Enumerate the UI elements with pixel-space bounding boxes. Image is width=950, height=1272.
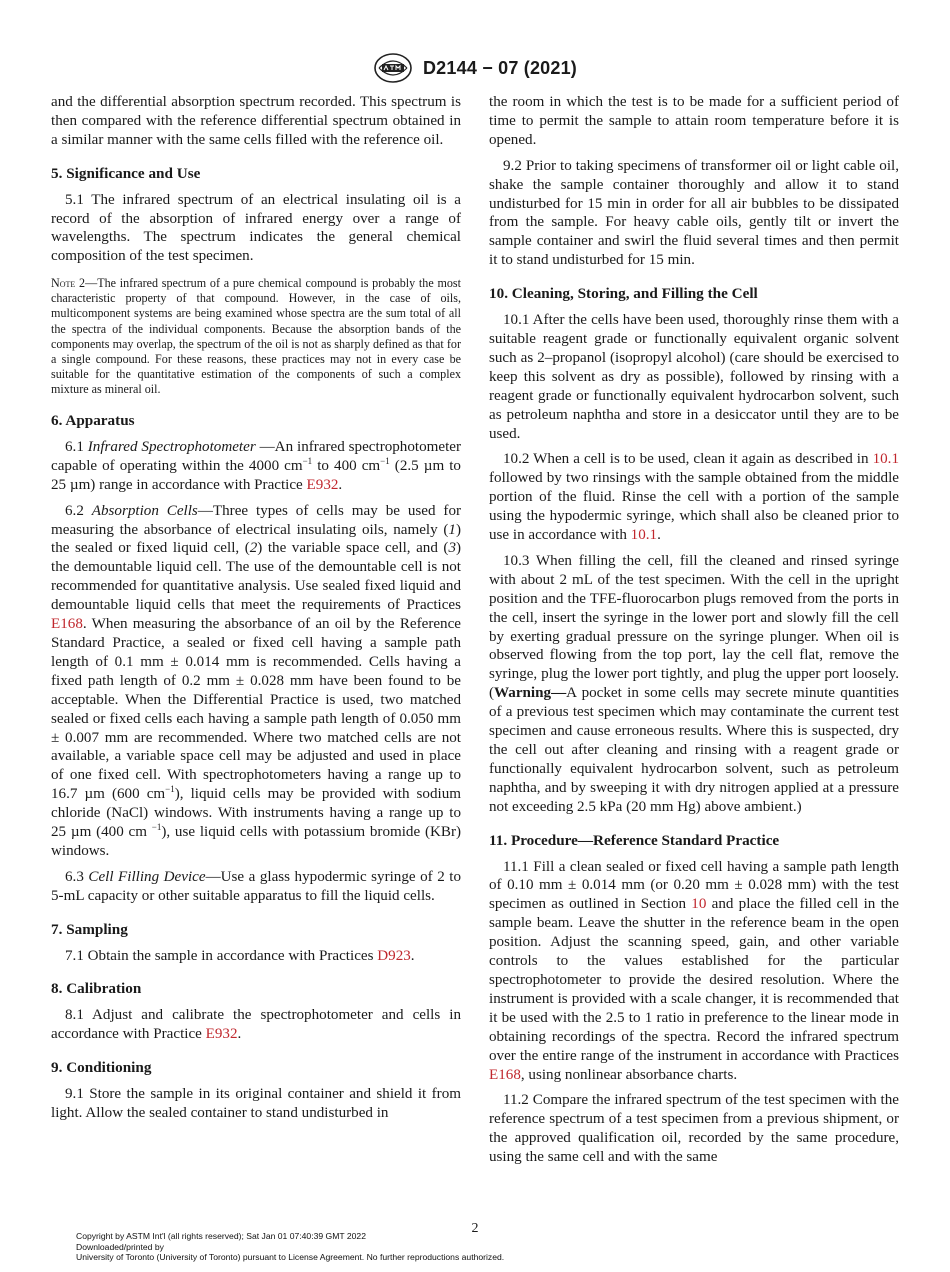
link-e932[interactable]: E932 <box>306 476 339 493</box>
copyright-footer <box>76 1231 504 1263</box>
paragraph-9-1: 9.1 Store the sample in its original container and shield it from light. Allow the sealed container to stand undisturbed in <box>51 1086 461 1121</box>
paragraph-10-1: 10.1 After the cells have been used, thoroughly rinse them with a suitable reagent grade or functionally equivalent organic solvent such as 2–propanol (isopropyl alcohol) (care should be exercised to keep this solvent as dry as possible), followed by rinsing with a reagent grade or functionally equivalent hydrocarbon solvent, such as petroleum naphtha and store in a desiccator until they are to be used. <box>489 312 899 442</box>
link-e168[interactable]: E168 <box>51 616 83 633</box>
paragraph-11-2: 11.2 Compare the infrared spectrum of the test specimen with the reference spectrum of a test specimen from a previous shipment, or the approved qualification oil, recorded by the same procedure, using the same cell and with the same <box>489 1092 899 1166</box>
link-10-1[interactable]: 10.1 <box>872 451 899 468</box>
document-id: D2144 − 07 (2021) <box>422 57 577 78</box>
note-label: Note 2 <box>51 276 86 291</box>
link-section-10[interactable]: 10 <box>691 896 707 913</box>
section-title-7: 7. Sampling <box>51 920 128 938</box>
paragraph-11-1: 11.1 Fill a clean sealed or fixed cell having a sample path length of 0.10 mm ± 0.014 mm (or 0.20 mm ± 0.028 mm) with the test specimen as outlined in Section 10 and place the filled cell in the sample beam. Leave the shutter in the reference beam in the open position. Adjust the scanning speed, gain, and other variable controls to the values established for the particular spectrophotometer to provide the desired resolution. Where the instrument is provided with a scale changer, it is recommended that it be used with the 2.5 to 1 ratio in preference to the linear mode in obtaining recordings of the spectra. Record the infrared spectrum over the entire range of the instrument in accordance with Practices E168, using nonlinear absorbance charts. <box>489 858 900 1083</box>
link-10-1[interactable]: 10.1 <box>630 527 658 544</box>
paragraph-5-1: 5.1 The infrared spectrum of an electrical insulating oil is a record of the absorption of infrared energy over a range of wavelengths. The spectrum indicates the general chemical composition of the test specimen. <box>51 191 461 265</box>
section-title-9: 9. Conditioning <box>51 1059 152 1077</box>
section-title-10: 10. Cleaning, Storing, and Filling the Cell <box>489 285 758 303</box>
footer-line: University of Toronto (University of Toronto) pursuant to License Agreement. No further reproductions authorized. <box>76 1252 505 1263</box>
paragraph-9-2: 9.2 Prior to taking specimens of transformer oil or light cable oil, shake the sample container thoroughly and allow it to stand undisturbed for 15 min in order for all air bubbles to be dissipated from the sample. For heavy cable oils, gently tilt or invert the sample container and swirl the fluid several times and then permit it to stand undisturbed for 15 min. <box>489 157 899 269</box>
paragraph-continuation: and the differential absorption spectrum recorded. This spectrum is then compared with the reference differential spectrum obtained in a similar manner with the same cells filled with the reference oil. <box>51 94 461 148</box>
link-e932[interactable]: E932 <box>205 1026 238 1043</box>
note-2 <box>51 276 461 397</box>
link-e168[interactable]: E168 <box>489 1066 521 1083</box>
footer-line: Copyright by ASTM Int'l (all rights reserved); Sat Jan 01 07:40:39 GMT 2022 <box>76 1231 366 1241</box>
section-title-6: 6. Apparatus <box>51 412 135 429</box>
paragraph-9-1-continuation: the room in which the test is to be made for a sufficient period of time to permit the sample to attain room temperature before it is opened. <box>489 94 899 148</box>
right-column <box>489 93 899 1174</box>
footer-line: Downloaded/printed by <box>76 1241 164 1252</box>
paragraph-8-1: 8.1 Adjust and calibrate the spectrophotometer and cells in accordance with Practice E932. <box>51 1007 461 1043</box>
paragraph-6-1: 6.1 Infrared Spectrophotometer —An infrared spectrophotometer capable of operating within the 4000 $cm^{-1}$ to 400 $cm^{-1}$ (2.5 µm to 25 µm) range in accordance with Practice E932. <box>51 438 462 493</box>
page-number: 2 <box>471 1221 479 1236</box>
link-d923[interactable]: D923 <box>377 947 411 964</box>
left-column <box>51 93 461 1130</box>
paragraph-6-3: 6.3 Cell Filling Device—Use a glass hypodermic syringe of 2 to 5-mL capacity or other suitable apparatus to fill the liquid cells. <box>51 868 462 904</box>
section-title-5: 5. Significance and Use <box>51 164 201 182</box>
paragraph-7-1: 7.1 Obtain the sample in accordance with Practices D923. <box>65 947 415 964</box>
paragraph-10-2: 10.2 When a cell is to be used, clean it again as described in 10.1 followed by two rinsings with the sample obtained from the middle portion of the fluid. Rinse the cell with a portion of the sample using the hypodermic syringe, which shall also be cleaned prior to use in accordance with 10.1. <box>489 451 899 544</box>
section-title-11: 11. Procedure—Reference Standard Practice <box>489 831 780 849</box>
astm-logo-icon <box>373 52 413 84</box>
paragraph-10-3: 10.3 When filling the cell, fill the cleaned and rinsed syringe with about 2 mL of the test specimen. With the cell in the upright position and the TFE-fluorocarbon plugs removed from the ports in the cell, insert the syringe in the lower port and slowly fill the cell by exerting gradual pressure on the syringe plunger. When oil is observed flowing from the top port, lay the cell flat, remove the syringe, plug the lower port tightly, and plug the upper port loosely. (Warning—A pocket in some cells may secrete minute quantities of a previous test specimen which may contaminate the current test specimen and cause erroneous results. Where this is suspected, dry the cell out after cleaning and rinsing with a reagent grade or functionally equivalent hydrocarbon solvent, such as petroleum naphtha, and by sweeping it with dry nitrogen applied at a pressure not exceeding 2.5 kPa (20 mm Hg) above ambient.) <box>489 552 899 815</box>
section-title-8: 8. Calibration <box>51 980 142 998</box>
paragraph-6-2: 6.2 Absorption Cells—Three types of cells may be used for measuring the absorbance of electrical insulating oils, namely (1) the sealed or fixed liquid cell, (2) the variable space cell, and (3) the demountable liquid cell. The use of the demountable cell is not recommended for quantitative analysis. Use sealed fixed liquid and demountable liquid cells that meet the requirements of Practices E168. When measuring the absorbance of an oil by the Reference Standard Practice, a sealed or fixed cell having a sample path length of 0.1 mm ± 0.014 mm is recommended. Cells having a fixed path length of 0.2 mm ± 0.028 mm have been found to be acceptable. When the Differential Practice is used, two matched sealed or fixed cells each having a sample path length of 0.050 mm ± 0.007 mm are recommended. Where two matched cells are not available, a variable space cell may be adjusted and used in place of one fixed cell. With spectrophotometers having a range up to 16.7 µm (600 $cm^{-1}$), liquid cells may be provided with sodium chloride (NaCl) windows. With instruments having a range up to 25 µm (400 cm $^{-1}$), use liquid cells with potassium bromide (KBr) windows. <box>51 502 462 859</box>
note-text: —The infrared spectrum of a pure chemical compound is probably the most characteristic property of that compound. However, in the case of oils, multicomponent systems are being examined whose spectra are the sum total of all the spectra of the individual components. Because the absorption bands of the components may overlap, the spectrum of the oil is not as sharply defined as that for a single compound. For these reasons, these practices may not in every case be suitable for the quantitative estimation of the components of such a complex mixture as mineral oil. <box>51 276 461 396</box>
page-header <box>0 52 950 86</box>
